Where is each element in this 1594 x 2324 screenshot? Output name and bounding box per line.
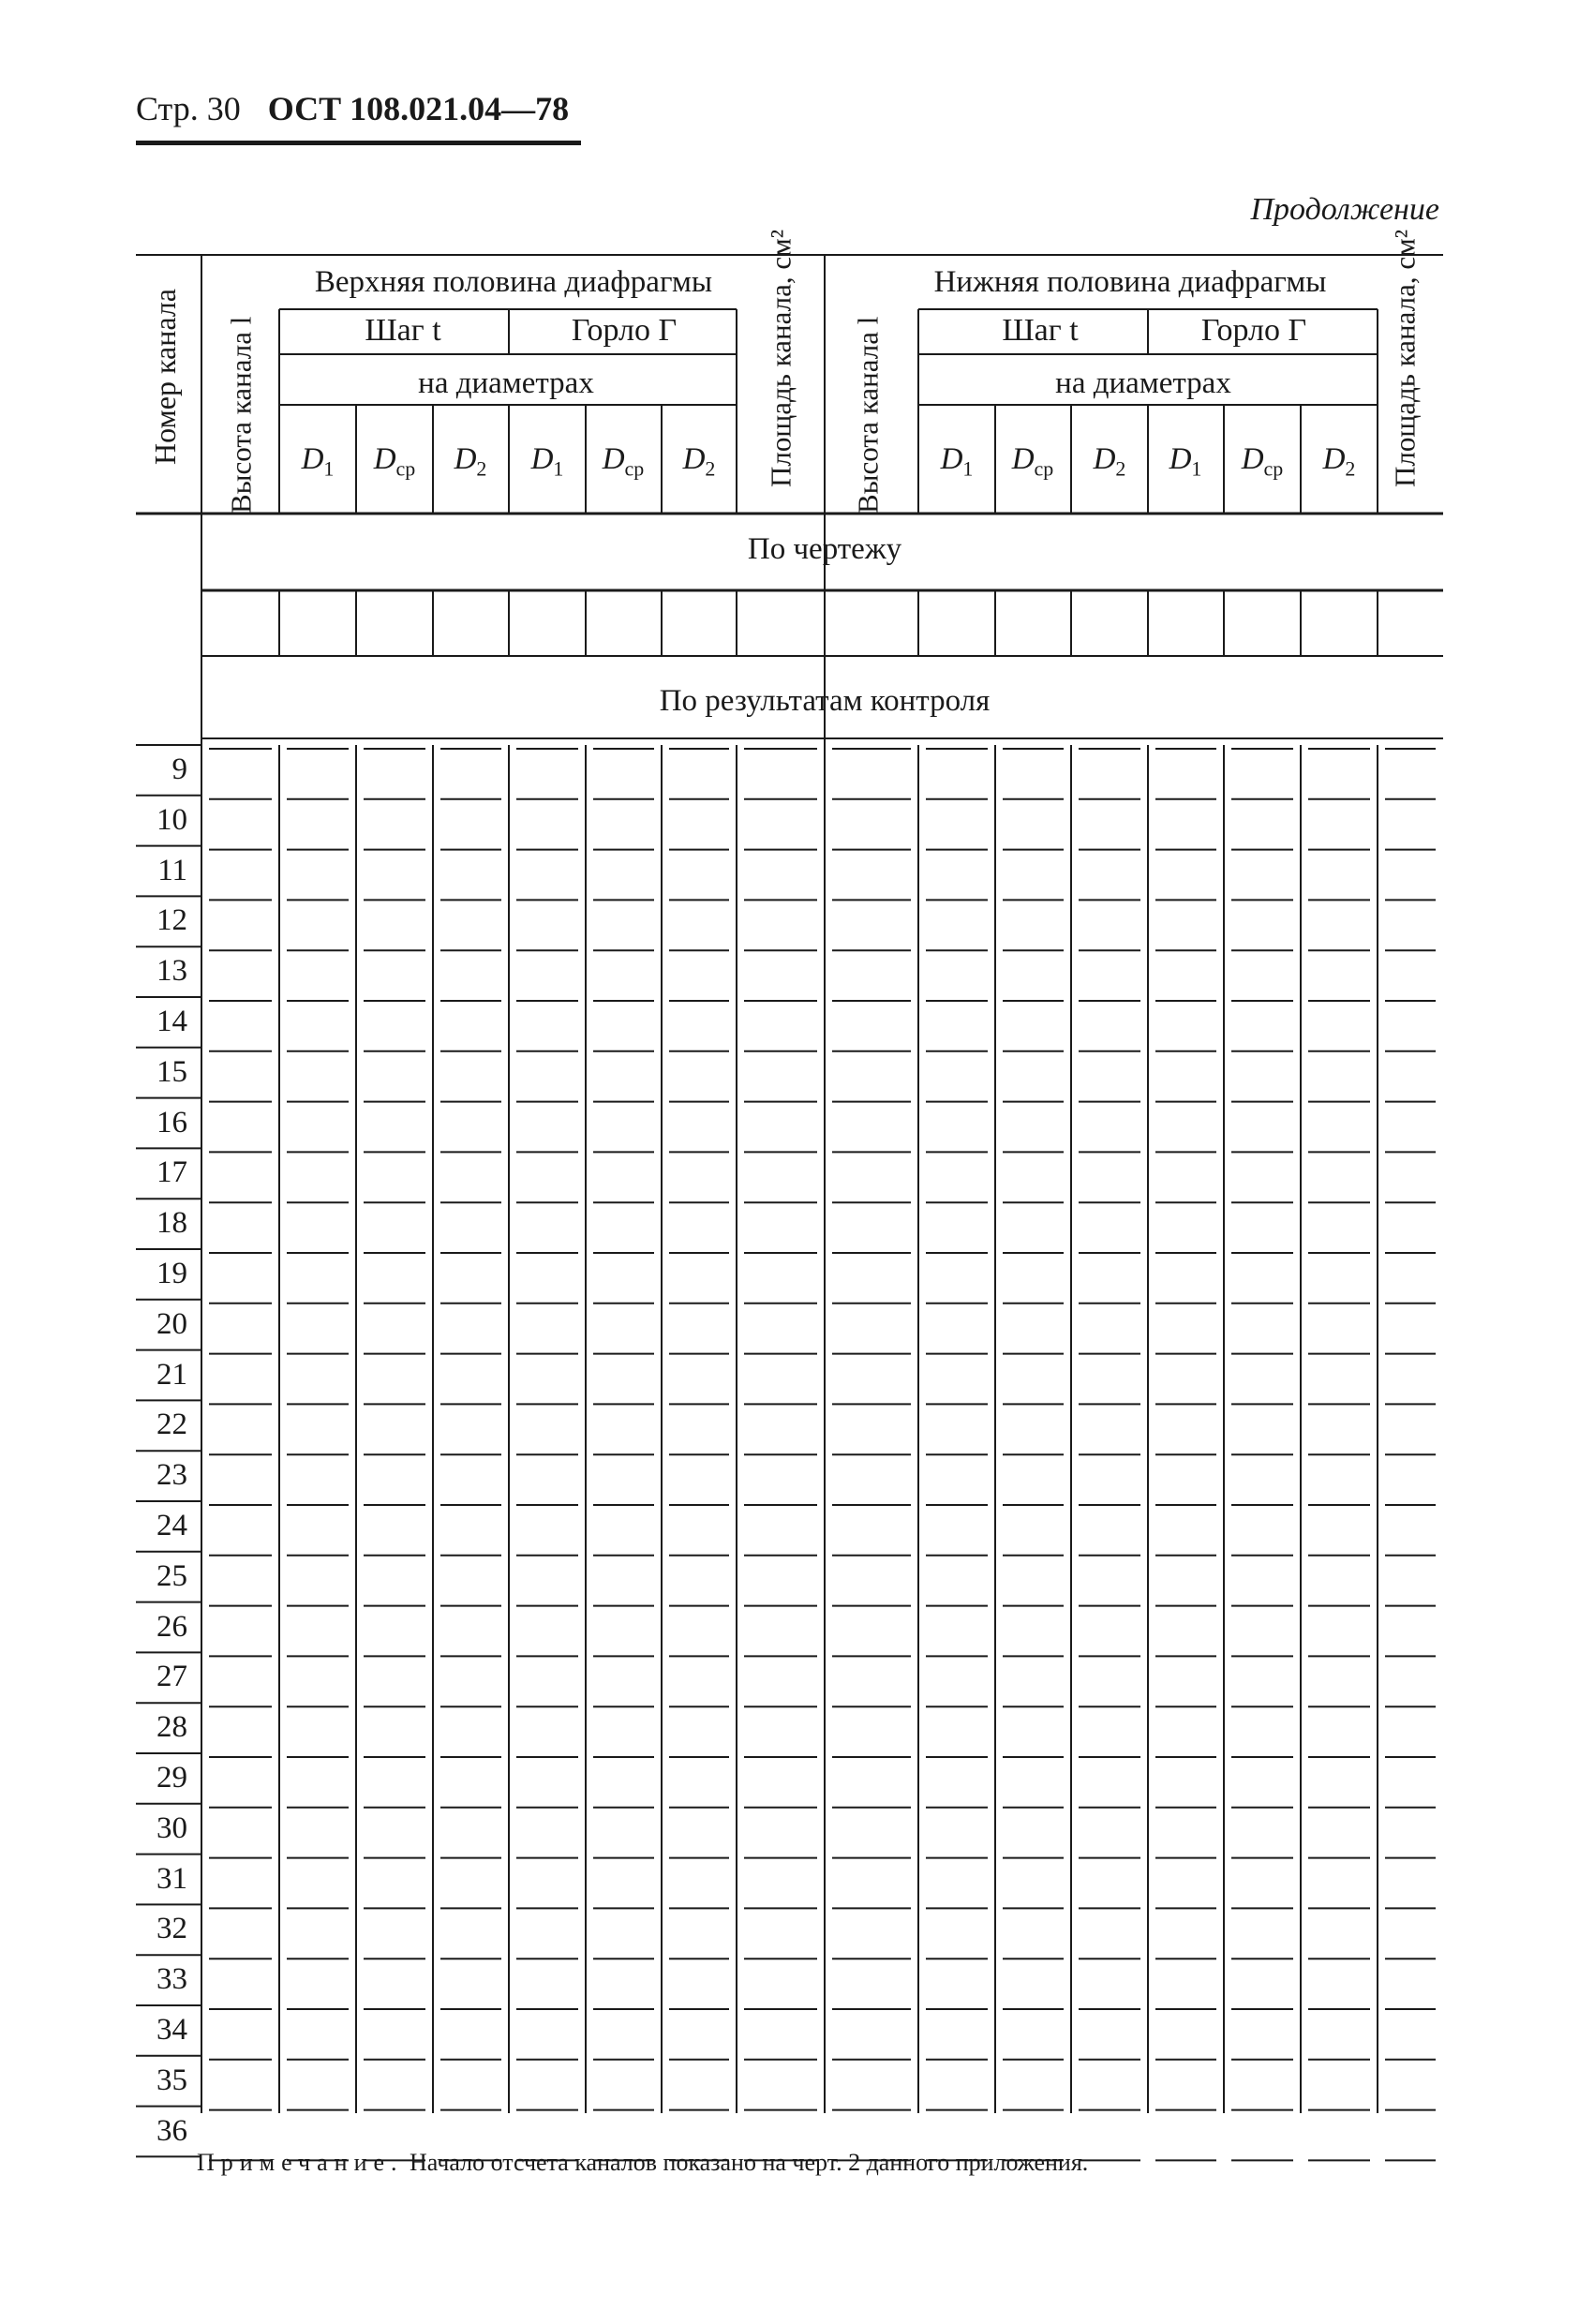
row-number: 27 (156, 1660, 187, 1694)
row-number: 28 (156, 1710, 187, 1745)
diameter-label-d2: $D_2$ (454, 442, 487, 481)
row-number: 23 (156, 1458, 187, 1493)
row-number: 29 (156, 1761, 187, 1795)
upper-channel-height-header: Высота канала l (224, 316, 258, 514)
continuation-label: Продолжение (1250, 192, 1439, 227)
row-number: 21 (156, 1357, 187, 1392)
diameter-label-d2: $D_2$ (682, 442, 716, 481)
row-number: 24 (156, 1509, 187, 1542)
note-label: Примечание. (197, 2149, 404, 2176)
diameter-label-dcp: $D_{ср}$ (1241, 442, 1284, 481)
diameter-label-d1: $D_1$ (301, 442, 335, 481)
row-number: 26 (156, 1609, 187, 1644)
note-text: Начало отсчета каналов показано на черт. 2 данного приложения. (410, 2149, 1089, 2176)
page-number: Стр. 30 (136, 90, 241, 127)
row-number: 34 (156, 2013, 187, 2047)
row-number: 10 (156, 802, 187, 837)
row-number: 22 (156, 1408, 187, 1442)
by-drawing-caption: По чертежу (747, 532, 902, 566)
diameter-label-dcp: $D_{ср}$ (602, 442, 645, 481)
row-number: 36 (156, 2113, 187, 2148)
row-number: 16 (156, 1105, 187, 1140)
channel-number-header: Номер канала (148, 289, 183, 465)
row-number: 14 (156, 1005, 187, 1038)
by-control-caption: По результатам контроля (659, 684, 991, 718)
upper-area-header: Площадь канала, см² (764, 229, 797, 487)
lower-throat-header: Горло Г (1200, 313, 1307, 348)
upper-half-title: Верхняя половина диафрагмы (314, 265, 713, 299)
row-number: 18 (156, 1206, 187, 1241)
row-number: 30 (156, 1810, 187, 1845)
lower-half-title: Нижняя половина диафрагмы (933, 265, 1327, 299)
row-number: 35 (156, 2063, 187, 2097)
diameter-label-d1: $D_1$ (1169, 442, 1202, 481)
row-number: 33 (156, 1962, 187, 1997)
row-number: 20 (156, 1306, 187, 1341)
upper-throat-header: Горло Г (571, 313, 678, 348)
upper-step-header: Шаг t (365, 313, 441, 348)
diameter-label-dcp: $D_{ср}$ (1011, 442, 1054, 481)
lower-on-diameters-header: на диаметрах (1055, 366, 1231, 400)
diameter-label-d1: $D_1$ (530, 442, 564, 481)
row-number: 9 (171, 752, 187, 786)
row-number: 13 (156, 954, 187, 989)
diameter-label-d2: $D_2$ (1093, 442, 1126, 481)
standard-code: ОСТ 108.021.04—78 (267, 90, 570, 127)
lower-area-header: Площадь канала, см² (1388, 229, 1422, 487)
upper-on-diameters-header: на диаметрах (418, 366, 594, 400)
diameter-label-d1: $D_1$ (940, 442, 974, 481)
row-number: 32 (156, 1912, 187, 1946)
row-number: 19 (156, 1257, 187, 1290)
diameter-label-d2: $D_2$ (1322, 442, 1356, 481)
lower-step-header: Шаг t (1002, 313, 1079, 348)
row-number: 25 (156, 1558, 187, 1593)
row-number: 17 (156, 1155, 187, 1190)
row-number: 31 (156, 1861, 187, 1896)
lower-channel-height-header: Высота канала l (851, 316, 885, 514)
row-number: 11 (157, 853, 187, 887)
row-number: 12 (156, 903, 187, 938)
row-number: 15 (156, 1054, 187, 1089)
footnote (197, 2149, 1088, 2177)
diameter-label-dcp: $D_{ср}$ (373, 442, 416, 481)
